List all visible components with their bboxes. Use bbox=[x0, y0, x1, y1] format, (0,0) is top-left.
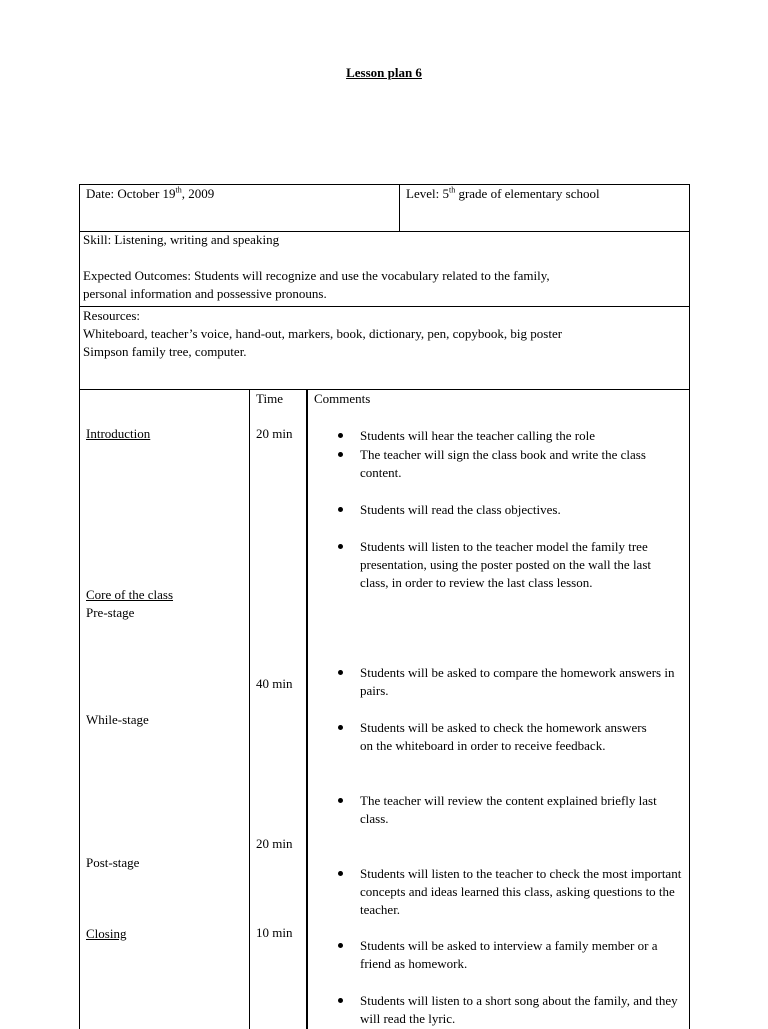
time-column-divider bbox=[249, 389, 250, 1029]
time-post: 20 min bbox=[256, 836, 293, 851]
outcomes-line-1: Expected Outcomes: Students will recognize and use the vocabulary related to the family, bbox=[83, 268, 550, 283]
skill-text: Skill: Listening, writing and speaking bbox=[83, 232, 280, 247]
comment-text: Students will read the class objectives. bbox=[360, 502, 561, 517]
level-sup: th bbox=[448, 185, 456, 195]
time-core: 40 min bbox=[256, 676, 293, 691]
bullet-icon bbox=[338, 670, 343, 675]
level-rest: grade of elementary school bbox=[455, 186, 600, 201]
main-table-top-border bbox=[79, 389, 690, 390]
stage-while: While-stage bbox=[86, 712, 149, 727]
bullet-icon bbox=[338, 798, 343, 803]
outcomes-line-2: personal information and possessive pronouns. bbox=[83, 286, 327, 301]
bullet-icon bbox=[338, 871, 343, 876]
page-title: Lesson plan 6 bbox=[346, 65, 422, 80]
time-column-header: Time bbox=[256, 391, 283, 406]
comments-column-header: Comments bbox=[314, 391, 371, 406]
level-cell bbox=[406, 185, 600, 203]
main-table-left-border bbox=[79, 389, 80, 1029]
level-label: Level: 5 bbox=[406, 186, 449, 201]
stage-pre: Pre-stage bbox=[86, 605, 135, 620]
comments-column-divider bbox=[306, 389, 308, 1029]
bullet-icon bbox=[338, 433, 343, 438]
header-divider bbox=[399, 184, 400, 232]
date-sup: th bbox=[175, 185, 182, 195]
stage-introduction: Introduction bbox=[86, 426, 151, 441]
date-cell bbox=[86, 185, 214, 203]
bullet-icon bbox=[338, 998, 343, 1003]
bullet-icon bbox=[338, 544, 343, 549]
comment-text: Students will hear the teacher calling the role bbox=[360, 428, 595, 443]
resources-label: Resources: bbox=[83, 308, 141, 323]
bullet-icon bbox=[338, 452, 343, 457]
comment-text: The teacher will review the content explained briefly last class. bbox=[360, 793, 657, 826]
stage-post: Post-stage bbox=[86, 855, 140, 870]
stage-closing: Closing bbox=[86, 926, 127, 941]
comment-text: Students will be asked to compare the homework answers in pairs. bbox=[360, 665, 675, 698]
main-table-right-border bbox=[689, 389, 690, 1029]
bullet-icon bbox=[338, 725, 343, 730]
date-year: , 2009 bbox=[181, 186, 215, 201]
time-introduction: 20 min bbox=[256, 426, 293, 441]
comment-text: Students will listen to the teacher to check the most important concepts and ideas learned this class, asking questions to the teacher. bbox=[360, 866, 682, 917]
comment-text: Students will be asked to interview a family member or a friend as homework. bbox=[360, 938, 658, 971]
resources-line-2: Simpson family tree, computer. bbox=[83, 344, 247, 359]
comment-text: Students will listen to the teacher model the family tree presentation, using the poster posted on the wall the last class, in order to review the last class lesson. bbox=[360, 539, 651, 590]
date-label: Date: October 19 bbox=[86, 186, 176, 201]
comment-text: Students will listen to a short song about the family, and they will read the lyric. bbox=[360, 993, 678, 1026]
bullet-icon bbox=[338, 507, 343, 512]
comment-text: Students will be asked to check the homework answers on the whiteboard in order to receive feedback. bbox=[360, 720, 647, 753]
time-closing: 10 min bbox=[256, 925, 293, 940]
stage-core: Core of the class bbox=[86, 587, 174, 602]
resources-line-1: Whiteboard, teacher’s voice, hand-out, markers, book, dictionary, pen, copybook, big poster bbox=[83, 326, 563, 341]
bullet-icon bbox=[338, 943, 343, 948]
comment-text: The teacher will sign the class book and write the class content. bbox=[360, 447, 646, 480]
